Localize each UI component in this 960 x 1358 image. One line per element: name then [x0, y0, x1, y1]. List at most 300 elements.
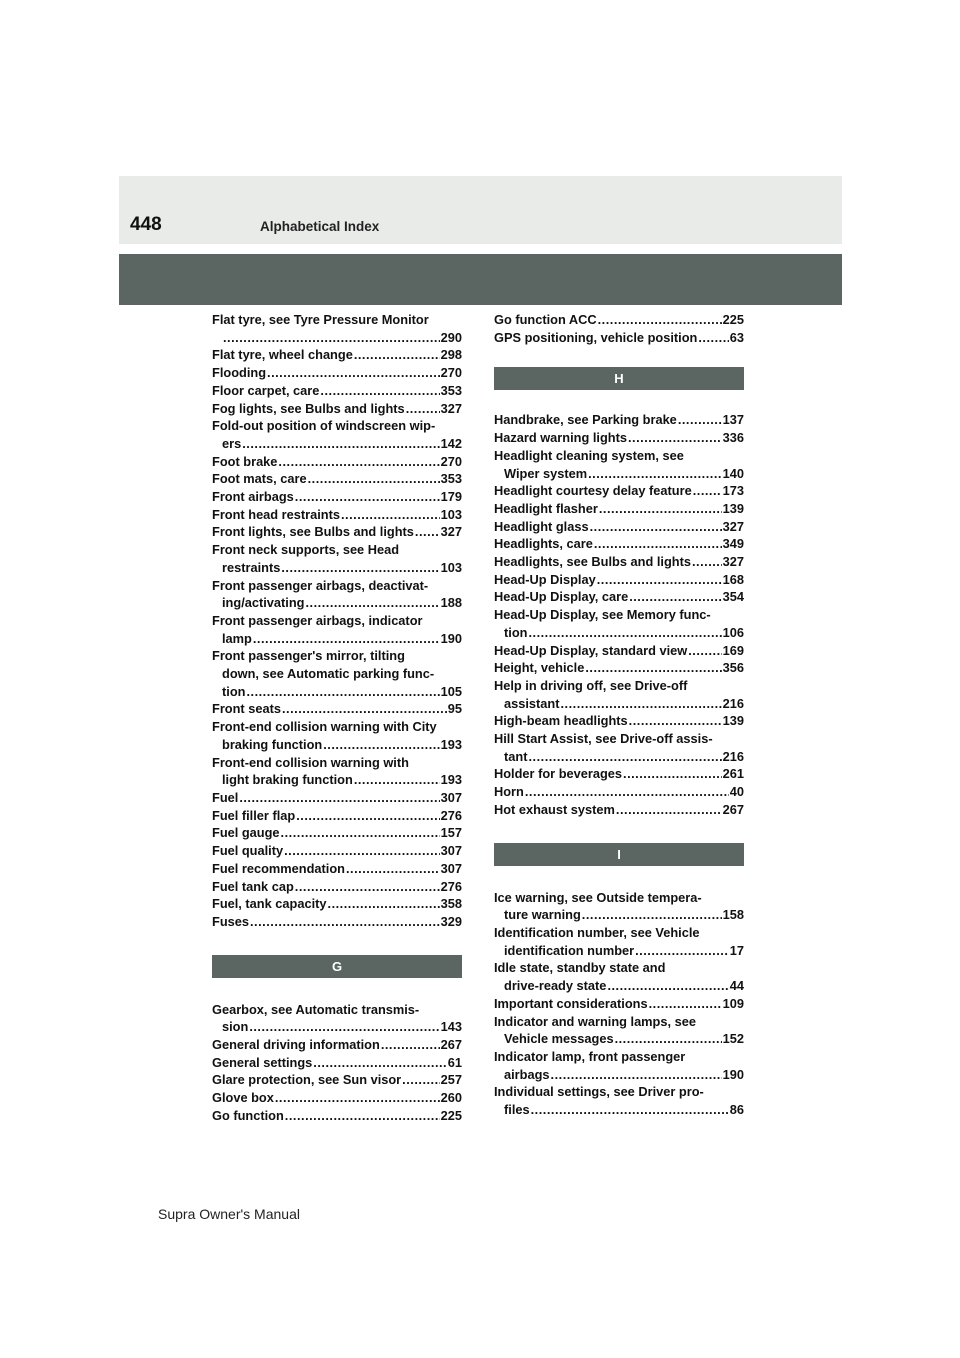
index-entry-text: lamp [222, 630, 252, 646]
index-entry[interactable] [212, 400, 462, 418]
page-reference: 356 [722, 660, 744, 676]
dot-leader [295, 488, 440, 506]
page-reference: 298 [440, 347, 462, 363]
index-entry-text: tion [222, 683, 246, 699]
page-reference: 216 [722, 748, 744, 764]
index-entry[interactable] [494, 553, 744, 571]
dot-leader [285, 1107, 440, 1125]
page-reference: 327 [722, 518, 744, 534]
index-entry[interactable] [212, 453, 462, 471]
index-entry-line [212, 913, 462, 931]
dot-leader [528, 748, 721, 766]
index-entry-text: airbags [504, 1066, 550, 1082]
dot-leader [296, 807, 439, 825]
index-entry-text: Individual settings, see Driver pro- [494, 1084, 704, 1100]
page-reference: 307 [440, 843, 462, 859]
index-entry-text: Hill Start Assist, see Drive-off assis- [494, 731, 713, 747]
dot-leader [239, 789, 439, 807]
page-reference: 327 [440, 524, 462, 540]
dot-leader [649, 995, 722, 1013]
page-reference: 139 [722, 500, 744, 516]
page-reference: 353 [440, 382, 462, 398]
index-entry-line [212, 453, 462, 471]
index-entry-text: assistant [504, 695, 560, 711]
index-entry[interactable] [212, 824, 462, 842]
index-entry-text: Foot mats, care [212, 471, 307, 487]
index-entry[interactable] [494, 730, 744, 765]
index-entry[interactable] [494, 329, 744, 347]
page-reference: 139 [722, 713, 744, 729]
section-banner [119, 254, 842, 305]
index-entry[interactable] [212, 577, 462, 612]
index-entry-line [212, 736, 462, 754]
index-entry-text: Important considerations [494, 995, 648, 1011]
page-number: 448 [130, 214, 162, 235]
index-entry-line [494, 588, 744, 606]
header-band [119, 176, 842, 244]
index-entry-line [494, 1030, 744, 1048]
dot-leader [698, 329, 728, 347]
index-entry[interactable] [494, 677, 744, 712]
page-reference: 190 [722, 1066, 744, 1082]
index-entry-text: identification number [504, 942, 635, 958]
page-reference: 193 [440, 736, 462, 752]
dot-leader [678, 411, 722, 429]
dot-leader [406, 400, 440, 418]
index-entry-line [494, 659, 744, 677]
index-entry-line [212, 683, 462, 701]
index-entry-text: ing/activating [222, 595, 305, 611]
page-reference: 327 [722, 554, 744, 570]
index-entry-line [212, 878, 462, 896]
index-entry[interactable] [494, 959, 744, 994]
index-entry-text: Help in driving off, see Drive-off [494, 677, 688, 693]
index-entry-line [212, 559, 462, 577]
index-entry-text: ture warning [504, 907, 581, 923]
dot-leader [635, 942, 729, 960]
index-entry-text: Fuel filler flap [212, 807, 296, 823]
index-entry[interactable] [212, 506, 462, 524]
index-entry-text: Front airbags [212, 489, 294, 505]
dot-leader [354, 771, 440, 789]
index-entry[interactable] [494, 889, 744, 924]
page-reference: 307 [440, 789, 462, 805]
index-entry-line [212, 364, 462, 382]
page-reference: 290 [440, 329, 462, 345]
page-reference: 261 [722, 766, 744, 782]
index-entry-text: Handbrake, see Parking brake [494, 412, 677, 428]
index-entry[interactable] [494, 311, 744, 329]
dot-leader [253, 630, 440, 648]
page-reference: 63 [729, 329, 744, 345]
dot-leader [223, 329, 440, 347]
dot-leader [267, 364, 440, 382]
dot-leader [531, 1101, 729, 1119]
index-entry[interactable] [494, 1048, 744, 1083]
index-entry[interactable] [494, 606, 744, 641]
index-entry-text: Flooding [212, 365, 267, 381]
dot-leader [246, 683, 439, 701]
index-entry-text: General driving information [212, 1037, 380, 1053]
index-entry[interactable] [212, 895, 462, 913]
index-entry-text: Fuel tank cap [212, 878, 294, 894]
dot-leader [628, 429, 722, 447]
index-entry-text: Head-Up Display, see Memory func- [494, 607, 711, 623]
index-entry-text: restraints [222, 559, 281, 575]
index-entry-text: Head-Up Display [494, 571, 596, 587]
page-reference: 353 [440, 471, 462, 487]
dot-leader [284, 842, 440, 860]
page-reference: 142 [440, 435, 462, 451]
index-entry-line [494, 942, 744, 960]
index-entry[interactable] [212, 488, 462, 506]
index-entry-text: Hot exhaust system [494, 801, 615, 817]
index-entry[interactable] [494, 783, 744, 801]
dot-leader [616, 801, 722, 819]
page-reference: 143 [440, 1019, 462, 1035]
index-entry[interactable] [212, 1089, 462, 1107]
index-entry-text: Headlight flasher [494, 500, 598, 516]
index-entry-line [212, 523, 462, 541]
dot-leader [249, 1018, 439, 1036]
index-entry-line [494, 712, 744, 730]
index-entry-text: GPS positioning, vehicle position [494, 329, 698, 345]
dot-leader [415, 523, 440, 541]
index-entry[interactable] [212, 807, 462, 825]
page-reference: 44 [729, 978, 744, 994]
page-reference: 17 [729, 942, 744, 958]
page-reference: 225 [722, 312, 744, 327]
dot-leader [615, 1030, 722, 1048]
index-entry-line [212, 1054, 462, 1072]
index-entry[interactable] [494, 482, 744, 500]
index-entry[interactable] [494, 1083, 744, 1118]
index-entry-text: Indicator lamp, front passenger [494, 1048, 686, 1064]
index-entry-text: braking function [222, 736, 323, 752]
index-entry[interactable] [212, 470, 462, 488]
dot-leader [354, 346, 440, 364]
index-entry[interactable] [212, 647, 462, 700]
index-entry[interactable] [212, 346, 462, 364]
page-reference: 173 [722, 483, 744, 499]
index-entry-text: Flat tyre, see Tyre Pressure Monitor [212, 312, 429, 327]
index-entry[interactable] [494, 518, 744, 536]
index-entry[interactable] [212, 754, 462, 789]
index-entry-line [212, 860, 462, 878]
page-reference: 336 [722, 430, 744, 446]
index-entry-line [212, 346, 462, 364]
page-reference: 276 [440, 807, 462, 823]
index-entry-text: Front passenger airbags, indicator [212, 612, 423, 628]
dot-leader [594, 535, 722, 553]
index-entry-line [212, 842, 462, 860]
index-entry-text: Headlight cleaning system, see [494, 447, 684, 463]
page-reference: 188 [440, 595, 462, 611]
index-entry[interactable] [494, 571, 744, 589]
page-reference: 193 [440, 772, 462, 788]
index-entry[interactable] [212, 789, 462, 807]
index-entry[interactable] [494, 1013, 744, 1048]
index-entry-text: Ice warning, see Outside tempera- [494, 889, 702, 905]
dot-leader [582, 906, 722, 924]
page-reference: 157 [440, 825, 462, 841]
index-entry[interactable] [494, 535, 744, 553]
index-entry-text: Indicator and warning lamps, see [494, 1013, 696, 1029]
page-reference: 103 [440, 559, 462, 575]
index-entry-text: Glove box [212, 1090, 274, 1106]
index-entry-text: Fuel [212, 789, 239, 805]
page-reference: 358 [440, 896, 462, 912]
index-entry-line [212, 1018, 462, 1036]
index-entry-line [494, 482, 744, 500]
page-reference: 61 [447, 1054, 462, 1070]
index-entry[interactable] [212, 860, 462, 878]
page-reference: 270 [440, 365, 462, 381]
dot-leader [598, 311, 722, 329]
index-column-left [212, 311, 462, 1125]
index-entry-line [494, 977, 744, 995]
index-entry-text: Fuel, tank capacity [212, 896, 327, 912]
dot-leader [525, 783, 729, 801]
index-entry-text: Front passenger airbags, deactivat- [212, 577, 429, 593]
index-entry-line [212, 470, 462, 488]
index-entry-text: Front lights, see Bulbs and lights [212, 524, 414, 540]
index-entry[interactable] [212, 878, 462, 896]
dot-leader [313, 1054, 446, 1072]
index-entry-line [494, 1101, 744, 1119]
index-entry-text: Horn [494, 784, 524, 800]
dot-leader [242, 435, 439, 453]
index-entry-line [494, 518, 744, 536]
dot-leader [692, 553, 722, 571]
index-entry[interactable] [494, 765, 744, 783]
page-reference: 169 [722, 642, 744, 658]
index-entry-line [494, 695, 744, 713]
index-entry-line [494, 411, 744, 429]
index-entry[interactable] [494, 588, 744, 606]
index-entry-text: light braking function [222, 772, 353, 788]
index-entry-text: Head-Up Display, standard view [494, 642, 688, 658]
index-entry-text: Headlight courtesy delay feature [494, 483, 692, 499]
dot-leader [320, 382, 439, 400]
index-entry-text: Vehicle messages [504, 1031, 614, 1047]
index-entry-line [494, 624, 744, 642]
index-entry-line [494, 995, 744, 1013]
index-entry[interactable] [212, 523, 462, 541]
section-header-i: I [494, 843, 744, 866]
dot-leader [346, 860, 440, 878]
index-entry-text: Fuel quality [212, 843, 284, 859]
index-entry-line [494, 801, 744, 819]
index-entry-text: Front seats [212, 701, 281, 717]
page-reference: 103 [440, 506, 462, 522]
dot-leader [588, 465, 722, 483]
index-entry-text: Headlights, see Bulbs and lights [494, 554, 691, 570]
index-entry-line [212, 400, 462, 418]
page-reference: 190 [440, 630, 462, 646]
index-entry[interactable] [494, 712, 744, 730]
dot-leader [560, 695, 721, 713]
dot-leader [250, 913, 440, 931]
index-entry-line [494, 571, 744, 589]
dot-leader [282, 700, 447, 718]
index-entry-line [212, 382, 462, 400]
index-entry-text: Fold-out position of windscreen wip- [212, 418, 436, 434]
index-entry[interactable] [212, 364, 462, 382]
page-reference: 158 [722, 907, 744, 923]
index-entry[interactable] [494, 500, 744, 518]
page-reference: 354 [722, 589, 744, 605]
index-entry-line [212, 789, 462, 807]
index-entry-text: Identification number, see Vehicle [494, 924, 700, 940]
page-reference: 216 [722, 695, 744, 711]
index-entry-line [212, 807, 462, 825]
dot-leader [599, 500, 722, 518]
index-entry-line [494, 500, 744, 518]
index-entry-line [212, 700, 462, 718]
page-reference: 270 [440, 453, 462, 469]
index-entry-text: Front-end collision warning with [212, 754, 409, 770]
index-entry[interactable] [494, 411, 744, 429]
index-entry-text: ers [222, 435, 242, 451]
index-entry-text: tion [504, 624, 528, 640]
index-entry-text: Glare protection, see Sun visor [212, 1072, 402, 1088]
dot-leader [323, 736, 439, 754]
dot-leader [585, 659, 721, 677]
index-entry-text: Head-Up Display, care [494, 589, 629, 605]
index-entry-text: down, see Automatic parking func- [222, 666, 435, 682]
page-reference: 152 [722, 1031, 744, 1047]
index-entry-text: Foot brake [212, 453, 278, 469]
running-title: Alphabetical Index [260, 219, 380, 234]
page-reference: 109 [722, 995, 744, 1011]
index-entry[interactable] [212, 1107, 462, 1125]
index-entry-line [212, 435, 462, 453]
index-entry[interactable] [212, 1054, 462, 1072]
index-entry[interactable] [494, 659, 744, 677]
index-entry-line [212, 329, 462, 347]
dot-leader [281, 559, 439, 577]
index-entry-line [494, 748, 744, 766]
page-reference: 40 [729, 784, 744, 800]
index-entry[interactable] [494, 642, 744, 660]
index-entry-text: Fuel gauge [212, 825, 280, 841]
index-column-right [494, 311, 744, 1119]
index-entry-line [494, 765, 744, 783]
index-entry-text: Fuses [212, 913, 249, 929]
index-entry-line [494, 642, 744, 660]
index-entry[interactable] [212, 1071, 462, 1089]
index-entry-text: Flat tyre, wheel change [212, 347, 353, 363]
footer-manual-title: Supra Owner's Manual [158, 1206, 300, 1222]
index-entry-line [212, 771, 462, 789]
page-reference: 137 [722, 412, 744, 428]
index-entry-text: High-beam headlights [494, 713, 628, 729]
page-reference: 106 [722, 624, 744, 640]
page-reference: 225 [440, 1107, 462, 1123]
index-entry[interactable] [212, 417, 462, 452]
page-reference: 95 [447, 701, 462, 717]
page-reference: 179 [440, 489, 462, 505]
index-entry-line [494, 553, 744, 571]
page-reference: 105 [440, 683, 462, 699]
index-entry-text: Height, vehicle [494, 660, 585, 676]
index-entry[interactable] [212, 700, 462, 718]
index-entry-line [212, 1036, 462, 1054]
index-entry[interactable] [212, 1036, 462, 1054]
index-entry-text: General settings [212, 1054, 313, 1070]
index-entry[interactable] [212, 612, 462, 647]
page-reference: 260 [440, 1090, 462, 1106]
index-entry[interactable] [212, 718, 462, 753]
index-entry-text: Idle state, standby state and [494, 960, 666, 976]
page-reference: 276 [440, 878, 462, 894]
index-entry[interactable] [494, 801, 744, 819]
index-entry-text: Front-end collision warning with City [212, 719, 437, 735]
index-entry-line [494, 783, 744, 801]
index-entry-text: sion [222, 1019, 249, 1035]
dot-leader [402, 1071, 439, 1089]
index-entry[interactable] [212, 311, 462, 346]
dot-leader [328, 895, 440, 913]
index-entry-text: Front head restraints [212, 506, 340, 522]
dot-leader [381, 1036, 440, 1054]
index-entry-text: drive-ready state [504, 978, 607, 994]
dot-leader [629, 588, 721, 606]
index-entry-line [494, 906, 744, 924]
index-entry-text: Fuel recommendation [212, 860, 345, 876]
index-entry-line [212, 1071, 462, 1089]
dot-leader [295, 878, 440, 896]
index-entry-text: Fog lights, see Bulbs and lights [212, 400, 405, 416]
index-entry-line [212, 1089, 462, 1107]
index-entry[interactable] [212, 382, 462, 400]
index-entry[interactable] [212, 913, 462, 931]
index-entry-line [212, 594, 462, 612]
index-entry[interactable] [494, 924, 744, 959]
index-entry[interactable] [212, 842, 462, 860]
section-header-g: G [212, 955, 462, 978]
page-reference: 267 [722, 801, 744, 817]
section-header-h: H [494, 367, 744, 390]
page-reference: 327 [440, 400, 462, 416]
dot-leader [281, 824, 440, 842]
index-entry[interactable] [494, 447, 744, 482]
index-entry-text: Wiper system [504, 465, 588, 481]
page-reference: 86 [729, 1102, 744, 1118]
dot-leader [623, 765, 722, 783]
page-reference: 267 [440, 1037, 462, 1053]
index-entry-text: Headlights, care [494, 536, 593, 552]
index-entry[interactable] [212, 1001, 462, 1036]
index-entry-text: Floor carpet, care [212, 382, 320, 398]
index-entry-text: files [504, 1102, 530, 1118]
dot-leader [607, 977, 728, 995]
index-entry-line [494, 311, 744, 329]
dot-leader [629, 712, 722, 730]
index-entry-line [212, 824, 462, 842]
dot-leader [308, 470, 440, 488]
page-reference: 257 [440, 1072, 462, 1088]
index-entry-line [212, 488, 462, 506]
index-entry-text: Gearbox, see Automatic transmis- [212, 1001, 420, 1017]
page-reference: 140 [722, 465, 744, 481]
index-entry[interactable] [494, 995, 744, 1013]
index-entry-line [212, 895, 462, 913]
index-entry[interactable] [212, 541, 462, 576]
index-entry[interactable] [494, 429, 744, 447]
index-entry-line [212, 630, 462, 648]
